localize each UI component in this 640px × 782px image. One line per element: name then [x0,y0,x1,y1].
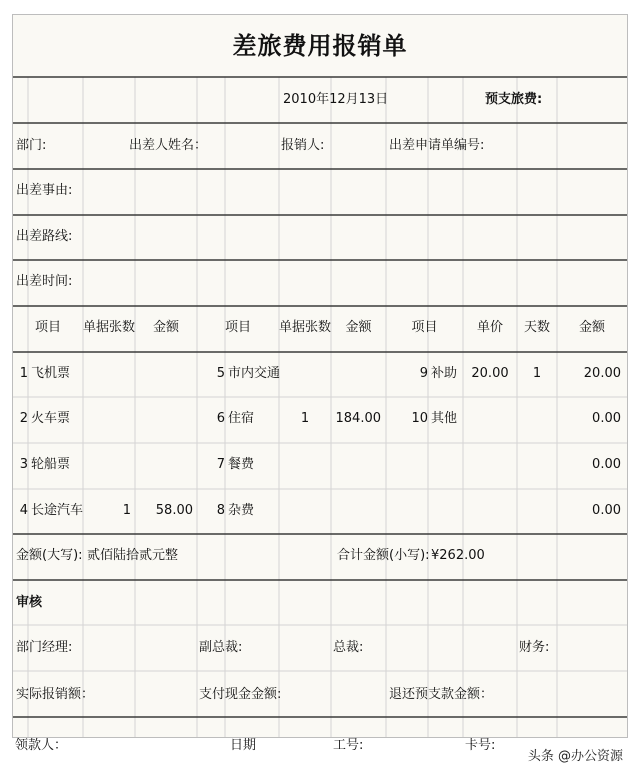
row-amount[interactable]: 0.00 [592,503,621,518]
review-heading: 审核 [16,595,43,610]
header-item-2: 项目 [224,320,251,335]
advance-label: 预支旅费: [485,92,543,107]
traveler-label: 出差人姓名： [129,138,208,153]
row-days[interactable]: 1 [532,366,542,381]
row-item-label: 餐费 [228,457,255,472]
row-receipts[interactable]: 1 [300,411,310,426]
header-amount-1: 金额 [152,320,179,335]
row-number: 6 [216,411,225,426]
row-number: 1 [19,366,28,381]
total-amount-value[interactable]: ¥262.00 [431,548,485,563]
row-number: 7 [216,457,225,472]
header-receipts-1: 单据张数 [83,320,136,335]
claimant-label: 报销人: [281,138,325,153]
dept-manager-label: 部门经理: [16,640,73,655]
row-unit-price[interactable]: 20.00 [471,366,509,381]
amount-in-words-label: 金额(大写): [16,548,83,563]
row-item-label: 住宿 [228,411,255,426]
row-number: 10 [411,411,428,426]
card-no-label: 卡号: [465,738,496,753]
watermark-text: 头条 @办公资源 [525,748,626,766]
vice-president-label: 副总裁: [199,640,243,655]
header-amount-3: 金额 [578,320,605,335]
row-number: 5 [216,366,225,381]
form-date[interactable]: 2010年12月13日 [283,92,389,107]
row-item-label: 市内交通 [228,366,281,381]
row-item-label: 火车票 [31,411,71,426]
row-number: 9 [419,366,428,381]
dept-label: 部门: [16,138,47,153]
row-amount[interactable]: 58.00 [155,503,193,518]
row-item-label: 补助 [431,366,458,381]
request-no-label: 出差申请单编号: [389,138,485,153]
finance-label: 财务: [519,640,550,655]
header-receipts-2: 单据张数 [279,320,332,335]
row-item-label: 轮船票 [31,457,71,472]
row-number: 8 [216,503,225,518]
header-item-3: 项目 [411,320,438,335]
row-amount[interactable]: 184.00 [335,411,381,426]
amount-in-words-value[interactable]: 贰佰陆拾贰元整 [87,548,179,563]
reason-label: 出差事由: [16,183,73,198]
header-unit-price: 单价 [476,320,503,335]
refund-advance-label: 退还预支款金额： [389,687,494,702]
recipient-label: 领款人： [15,738,68,753]
form-title: 差旅费用报销单 [232,32,408,60]
row-number: 2 [19,411,28,426]
row-item-label: 长途汽车 [31,503,84,518]
row-item-label: 杂费 [228,503,255,518]
row-amount[interactable]: 0.00 [592,411,621,426]
row-amount[interactable]: 0.00 [592,457,621,472]
header-days: 天数 [523,320,550,335]
row-number: 4 [19,503,28,518]
row-number: 3 [19,457,28,472]
total-amount-label: 合计金额(小写): [337,548,430,563]
receipt-date-label: 日期 [230,738,257,753]
row-item-label: 其他 [431,411,458,426]
cash-paid-label: 支付现金金额: [199,687,282,702]
row-receipts[interactable]: 1 [122,503,131,518]
expense-form [12,14,628,738]
header-amount-2: 金额 [345,320,372,335]
header-item-1: 项目 [34,320,61,335]
row-amount[interactable]: 20.00 [583,366,621,381]
row-item-label: 飞机票 [31,366,71,381]
actual-reimbursement-label: 实际报销额： [16,687,95,702]
time-label: 出差时间: [16,274,73,289]
president-label: 总裁: [333,640,364,655]
employee-no-label: 工号: [333,738,364,753]
route-label: 出差路线: [16,229,73,244]
